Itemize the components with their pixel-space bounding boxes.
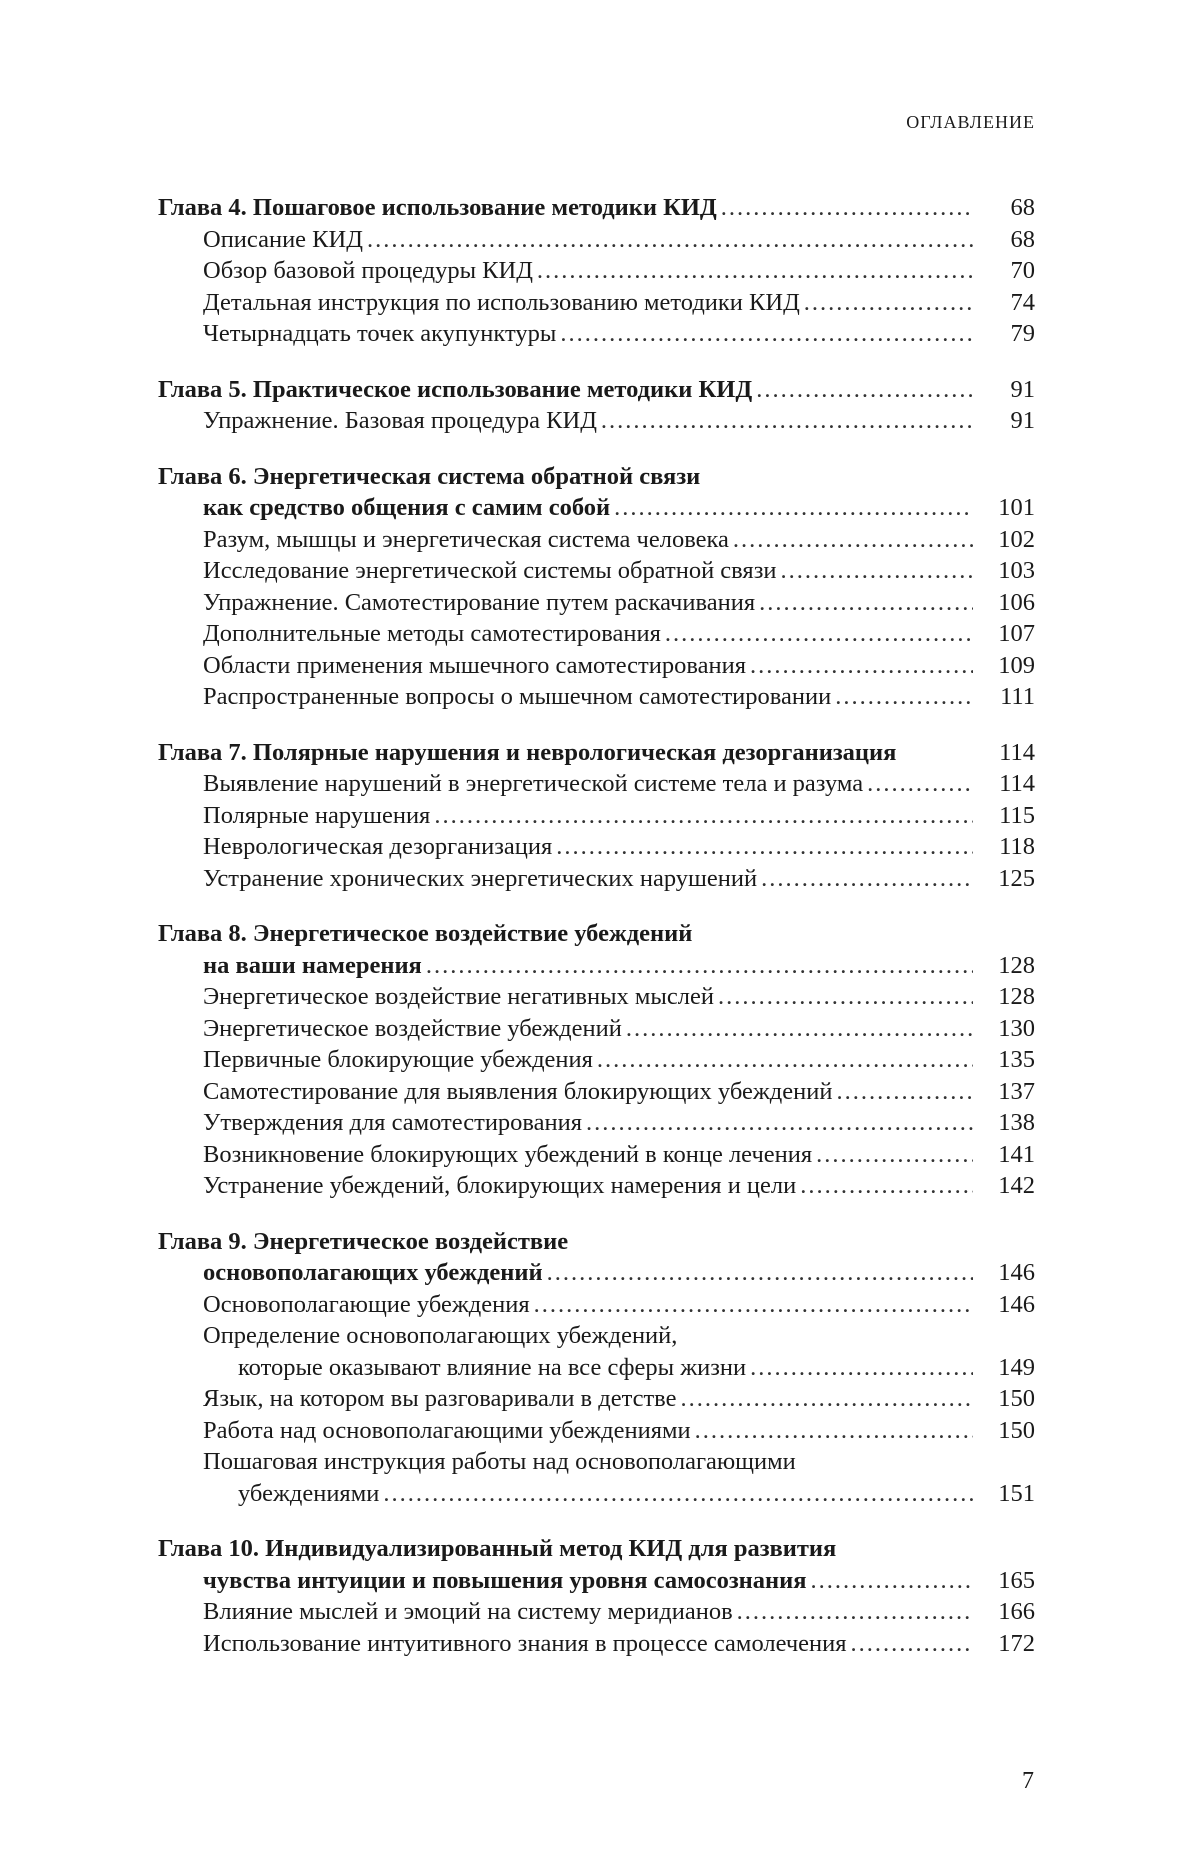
chapter-title-line2: как средство общения с самим собой	[203, 494, 611, 521]
section-title: Обзор базовой процедуры КИД	[203, 257, 533, 284]
leader-dots	[851, 1628, 973, 1660]
section-entry[interactable]	[158, 1352, 1035, 1384]
leader-dots	[560, 318, 973, 350]
leader-dots	[804, 287, 973, 319]
section-entry[interactable]	[158, 800, 1035, 832]
section-title: Возникновение блокирующих убеждений в конце лечения	[203, 1140, 813, 1168]
leader-dots	[680, 1383, 973, 1415]
chapter-entry[interactable]	[158, 374, 1035, 406]
chapter-9	[158, 1226, 1035, 1510]
section-entry[interactable]	[158, 618, 1035, 650]
leader-dots	[537, 255, 973, 287]
section-entry[interactable]	[158, 681, 1035, 713]
page-number: 150	[998, 1385, 1035, 1412]
chapter-title-line2: основополагающих убеждений	[203, 1259, 543, 1286]
page-number: 128	[998, 951, 1035, 979]
leader-dots	[836, 1076, 973, 1108]
section-title: Разум, мышцы и энергетическая система человека	[203, 525, 729, 553]
chapter-title-line1: Глава 9. Энергетическое воздействие	[158, 1227, 569, 1255]
page-number: 74	[1010, 288, 1035, 316]
leader-dots	[867, 768, 973, 800]
leader-dots	[534, 1289, 973, 1321]
section-title: Упражнение. Базовая процедура КИД	[203, 407, 597, 434]
section-title: Описание КИД	[203, 225, 363, 253]
section-entry[interactable]	[158, 1289, 1035, 1321]
leader-dots	[547, 1257, 973, 1289]
leader-dots	[367, 224, 973, 256]
table-of-contents	[158, 192, 1035, 1683]
page-number: 138	[998, 1109, 1035, 1136]
page-number: 107	[998, 620, 1035, 647]
chapter-title-line1: Глава 8. Энергетическое воздействие убеждений	[158, 920, 693, 947]
leader-dots	[721, 192, 973, 224]
page-number: 109	[998, 651, 1035, 679]
leader-dots	[614, 492, 973, 524]
section-title: Первичные блокирующие убеждения	[203, 1046, 593, 1073]
section-title-line2: убеждениями	[238, 1479, 380, 1507]
section-entry[interactable]	[158, 1139, 1035, 1171]
section-title: Выявление нарушений в энергетической системе тела и разума	[203, 770, 864, 797]
page-number: 130	[998, 1014, 1035, 1042]
section-title: Области применения мышечного самотестирования	[203, 651, 746, 679]
section-entry[interactable]	[158, 318, 1035, 350]
leader-dots	[383, 1478, 973, 1510]
leader-dots	[816, 1139, 973, 1171]
section-entry[interactable]	[158, 768, 1035, 800]
section-title: Детальная инструкция по использованию методики КИД	[203, 288, 800, 316]
section-title-line1: Пошаговая инструкция работы над основополагающими	[203, 1448, 796, 1475]
leader-dots	[750, 1352, 973, 1384]
section-title: Основополагающие убеждения	[203, 1290, 530, 1318]
section-entry[interactable]	[158, 1170, 1035, 1202]
section-title: Распространенные вопросы о мышечном самотестировании	[203, 683, 832, 710]
section-title: Работа над основополагающими убеждениями	[203, 1416, 691, 1444]
section-title-line1: Определение основополагающих убеждений,	[203, 1322, 678, 1349]
leader-dots	[737, 1596, 973, 1628]
page-number: 101	[998, 494, 1035, 521]
chapter-7	[158, 737, 1035, 895]
chapter-entry[interactable]	[158, 950, 1035, 982]
page-number: 114	[999, 738, 1035, 766]
section-entry[interactable]	[158, 255, 1035, 287]
leader-dots	[695, 1415, 973, 1447]
page-number: 115	[999, 801, 1035, 829]
leader-dots	[800, 1170, 973, 1202]
page-number: 125	[998, 864, 1035, 892]
chapter-5	[158, 374, 1035, 437]
leader-dots	[835, 681, 973, 713]
page-number: 91	[1010, 375, 1035, 403]
section-entry[interactable]	[158, 524, 1035, 556]
chapter-4	[158, 192, 1035, 350]
section-entry[interactable]	[158, 1013, 1035, 1045]
page-number: 118	[999, 833, 1035, 860]
section-title: Энергетическое воздействие негативных мыслей	[203, 983, 714, 1010]
section-title: Язык, на котором вы разговаривали в детстве	[203, 1385, 677, 1412]
chapter-title-line2: чувства интуиции и повышения уровня самосознания	[203, 1566, 807, 1594]
page-number: 68	[1010, 225, 1035, 253]
section-entry[interactable]	[158, 1596, 1035, 1628]
page-number: 172	[998, 1629, 1035, 1657]
page-number: 102	[998, 525, 1035, 553]
page-number: 114	[999, 770, 1035, 797]
section-title: Исследование энергетической системы обратной связи	[203, 557, 777, 584]
chapter-entry[interactable]	[158, 1565, 1035, 1597]
section-title: Самотестирование для выявления блокирующих убеждений	[203, 1077, 833, 1105]
running-header: ОГЛАВЛЕНИЕ	[906, 112, 1035, 132]
section-title-line2: которые оказывают влияние на все сферы жизни	[238, 1353, 747, 1381]
section-entry[interactable]	[158, 1478, 1035, 1510]
leader-dots	[761, 863, 973, 895]
section-entry[interactable]	[158, 287, 1035, 319]
page-number: 135	[998, 1046, 1035, 1073]
page-number: 111	[1000, 683, 1035, 710]
chapter-title-line1: Глава 10. Индивидуализированный метод КИД для развития	[158, 1535, 837, 1562]
section-entry[interactable]	[158, 650, 1035, 682]
page-number: 146	[998, 1290, 1035, 1318]
leader-dots	[750, 650, 973, 682]
section-entry[interactable]	[158, 1383, 1035, 1415]
page-number: 137	[998, 1077, 1035, 1105]
page-number: 146	[998, 1259, 1035, 1286]
section-title: Полярные нарушения	[203, 801, 431, 829]
leader-dots	[597, 1044, 973, 1076]
leader-dots	[601, 405, 973, 437]
page-number: 166	[998, 1598, 1035, 1625]
leader-dots	[733, 524, 973, 556]
chapter-title: Глава 5. Практическое использование методики КИД	[158, 375, 753, 403]
section-title: Устранение хронических энергетических нарушений	[203, 864, 758, 892]
section-title: Утверждения для самотестирования	[203, 1109, 583, 1136]
chapter-title-line1: Глава 6. Энергетическая система обратной связи	[158, 462, 701, 490]
page-number: 68	[1010, 194, 1035, 221]
section-entry[interactable]	[158, 1044, 1035, 1076]
page-number: 142	[998, 1172, 1035, 1199]
section-entry[interactable]	[158, 831, 1035, 863]
chapter-10	[158, 1533, 1035, 1659]
section-entry[interactable]	[158, 1415, 1035, 1447]
chapter-entry[interactable]	[158, 192, 1035, 224]
leader-dots	[586, 1107, 973, 1139]
page-number-footer: 7	[1022, 1768, 1034, 1794]
leader-dots	[756, 374, 973, 406]
section-title: Устранение убеждений, блокирующих намерения и цели	[203, 1172, 797, 1199]
section-entry[interactable]	[158, 981, 1035, 1013]
page-number: 151	[998, 1479, 1035, 1507]
chapter-title-line2: на ваши намерения	[203, 951, 422, 979]
leader-dots	[781, 555, 974, 587]
chapter-entry[interactable]	[158, 492, 1035, 524]
chapter-title: Глава 7. Полярные нарушения и неврологическая дезорганизация	[158, 738, 897, 766]
section-entry[interactable]	[158, 1076, 1035, 1108]
page-number: 70	[1010, 257, 1035, 284]
chapter-entry[interactable]	[158, 1257, 1035, 1289]
chapter-entry[interactable]	[158, 737, 1035, 769]
leader-dots	[718, 981, 973, 1013]
leader-dots	[811, 1565, 973, 1597]
leader-dots	[434, 800, 973, 832]
page-number: 150	[998, 1416, 1035, 1444]
page-number: 91	[1010, 407, 1035, 434]
page-number: 165	[998, 1566, 1035, 1594]
page-number: 128	[998, 983, 1035, 1010]
page-number: 79	[1010, 320, 1035, 347]
leader-dots	[426, 950, 973, 982]
page-number: 103	[998, 557, 1035, 584]
chapter-title: Глава 4. Пошаговое использование методики КИД	[158, 194, 717, 221]
section-entry[interactable]	[158, 863, 1035, 895]
leader-dots	[556, 831, 973, 863]
section-title: Использование интуитивного знания в процессе самолечения	[203, 1629, 847, 1657]
page-number: 149	[998, 1353, 1035, 1381]
page-number: 106	[998, 588, 1035, 616]
section-title: Дополнительные методы самотестирования	[203, 620, 661, 647]
leader-dots	[626, 1013, 973, 1045]
section-entry[interactable]	[158, 1628, 1035, 1660]
chapter-6	[158, 461, 1035, 713]
leader-dots	[665, 618, 973, 650]
chapter-8	[158, 918, 1035, 1202]
section-title: Энергетическое воздействие убеждений	[203, 1014, 622, 1042]
section-title: Неврологическая дезорганизация	[203, 833, 553, 860]
page-number: 141	[998, 1140, 1035, 1168]
section-entry[interactable]	[158, 587, 1035, 619]
section-entry[interactable]	[158, 405, 1035, 437]
section-title: Четырнадцать точек акупунктуры	[203, 320, 557, 347]
section-entry[interactable]	[158, 224, 1035, 256]
section-entry[interactable]	[158, 1107, 1035, 1139]
leader-dots	[759, 587, 973, 619]
section-title: Влияние мыслей и эмоций на систему меридианов	[203, 1598, 733, 1625]
section-title: Упражнение. Самотестирование путем раскачивания	[203, 588, 756, 616]
section-entry[interactable]	[158, 555, 1035, 587]
